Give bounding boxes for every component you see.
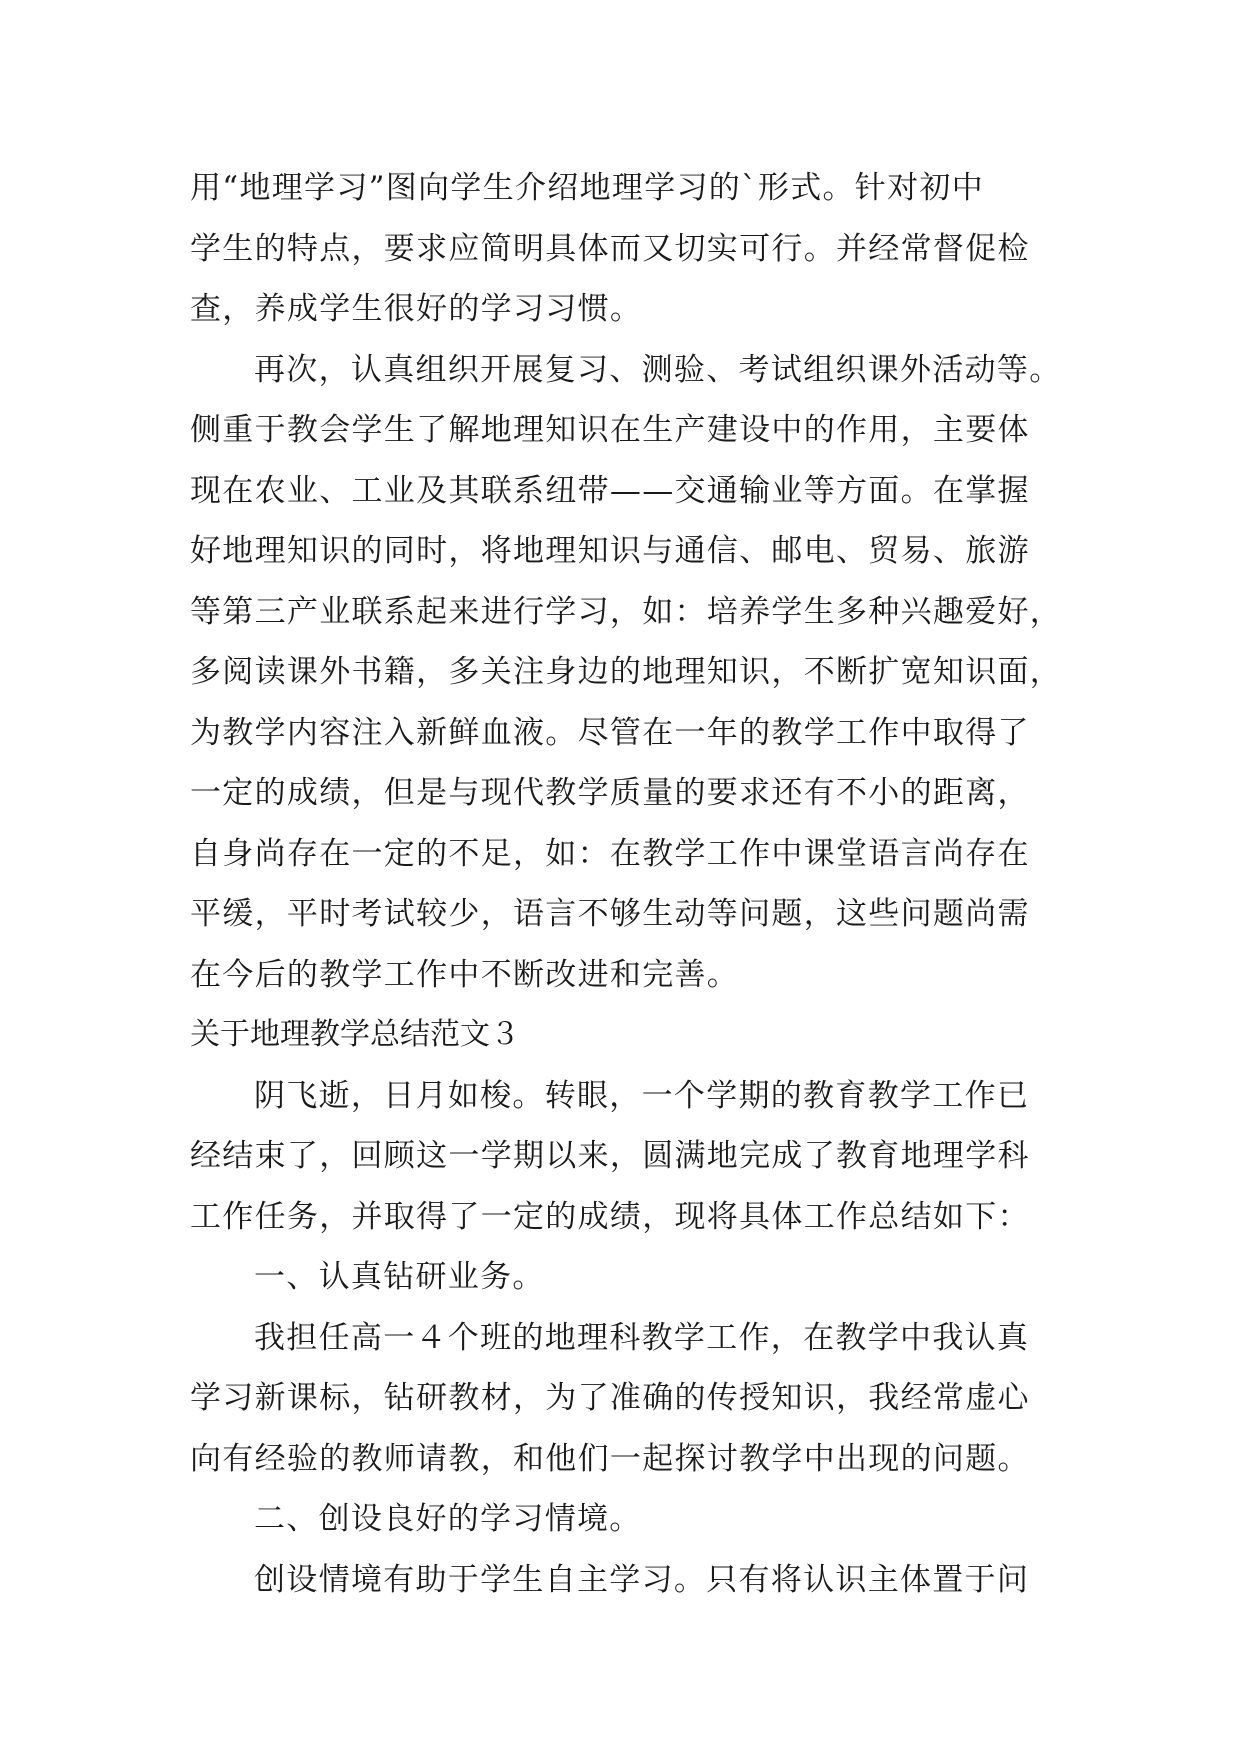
text-line: 等第三产业联系起来进行学习，如：培养学生多种兴趣爱好， (190, 593, 1063, 630)
text-line: 工作任务，并取得了一定的成绩，现将具体工作总结如下： (190, 1198, 1030, 1235)
text-line: 用“地理学习”图向学生介绍地理学习的`形式。针对初中 (190, 170, 984, 206)
text-line: 在今后的教学工作中不断改进和完善。 (190, 956, 740, 993)
paragraph-start-line: 创设情境有助于学生自主学习。只有将认识主体置于问 (254, 1561, 1030, 1598)
text-line: 平缓，平时考试较少，语言不够生动等问题，这些问题尚需 (190, 896, 1030, 932)
text-line: 为教学内容注入新鲜血液。尽管在一年的教学工作中取得了 (190, 714, 1030, 751)
text-line: 经结束了，回顾这一学期以来，圆满地完成了教育地理学科 (190, 1138, 1030, 1174)
document-body (190, 158, 1070, 1610)
paragraph-start-line: 阴飞逝，日月如梭。转眼，一个学期的教育教学工作已 (254, 1077, 1030, 1114)
text-line: 侧重于教会学生了解地理知识在生产建设中的作用，主要体 (190, 412, 1030, 448)
subheading-line: 二、创设良好的学习情境。 (254, 1501, 642, 1537)
text-line: 查，养成学生很好的学习习惯。 (190, 291, 643, 327)
text-line: 向有经验的教师请教，和他们一起探讨教学中出现的问题。 (190, 1440, 1030, 1477)
text-line: 一定的成绩，但是与现代教学质量的要求还有不小的距离， (190, 775, 1030, 811)
text-line: 学习新课标，钻研教材，为了准确的传授知识，我经常虚心 (190, 1380, 1030, 1416)
section-heading: 关于地理教学总结范文３ (190, 1017, 520, 1052)
text-line: 多阅读课外书籍，多关注身边的地理知识，不断扩宽知识面， (190, 654, 1063, 690)
text-line: 学生的特点，要求应简明具体而又切实可行。并经常督促检 (190, 230, 1030, 267)
text-line: 自身尚存在一定的不足，如：在教学工作中课堂语言尚存在 (190, 835, 1030, 872)
text-line: 现在农业、工业及其联系纽带——交通输业等方面。在掌握 (190, 472, 1030, 509)
paragraph-start-line: 再次，认真组织开展复习、测验、考试组织课外活动等。 (254, 351, 1062, 388)
paragraph-start-line: 我担任高一４个班的地理科教学工作，在教学中我认真 (254, 1319, 1030, 1356)
subheading-line: 一、认真钻研业务。 (254, 1259, 545, 1295)
text-line: 好地理知识的同时，将地理知识与通信、邮电、贸易、旅游 (190, 533, 1030, 569)
